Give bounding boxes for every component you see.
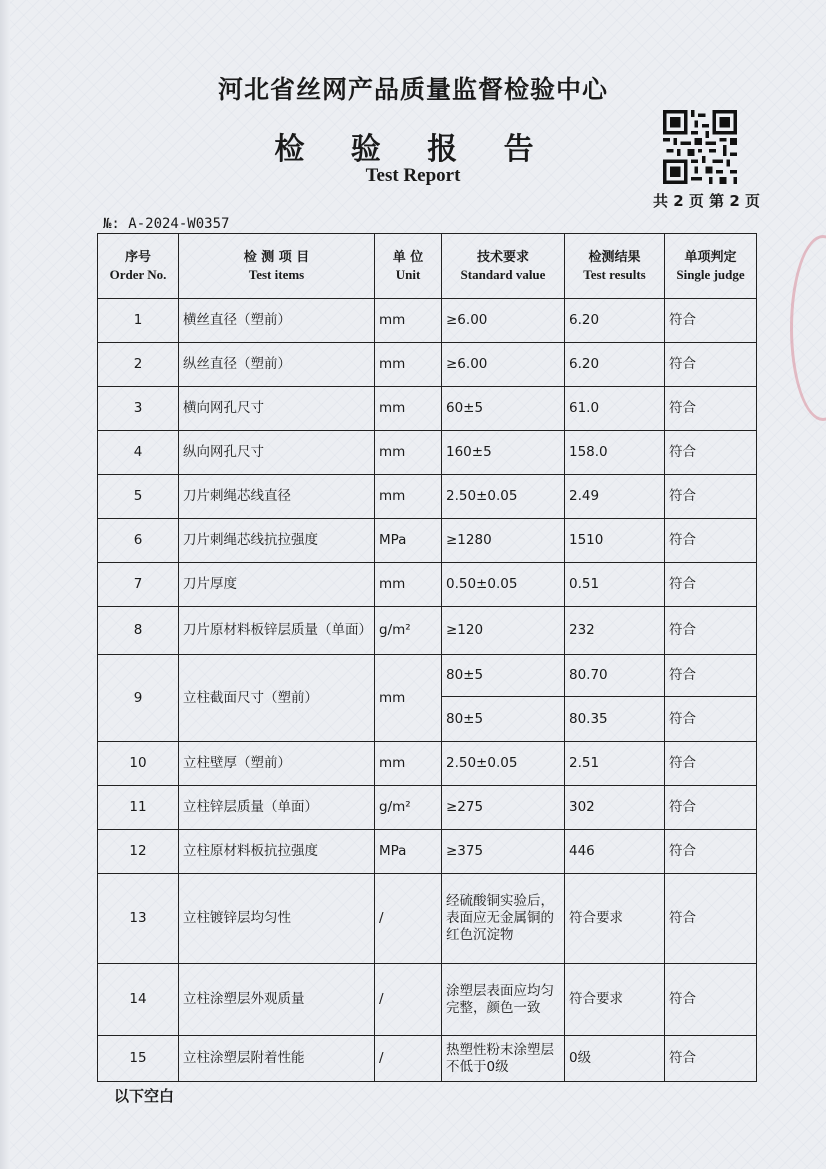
cell-no: 11 xyxy=(98,786,179,830)
table-row xyxy=(98,874,757,964)
cell-judge: 符合 xyxy=(665,607,757,655)
cell-unit: mm xyxy=(375,387,442,431)
table-row xyxy=(98,964,757,1036)
cell-item: 横丝直径（塑前） xyxy=(179,299,375,343)
cell-standard: 0.50±0.05 xyxy=(442,563,565,607)
cell-standard: ≥375 xyxy=(442,830,565,874)
table-row xyxy=(98,475,757,519)
cell-result: 符合要求 xyxy=(565,964,665,1036)
cell-judge: 符合 xyxy=(665,431,757,475)
cell-judge: 符合 xyxy=(665,1036,757,1082)
table-header-row xyxy=(98,234,757,299)
report-title: 检 验 报 告 xyxy=(274,132,552,167)
cell-no: 15 xyxy=(98,1036,179,1082)
cell-no: 2 xyxy=(98,343,179,387)
cell-result: 1510 xyxy=(565,519,665,563)
cell-no: 5 xyxy=(98,475,179,519)
report-title-english: Test Report xyxy=(365,165,461,186)
cell-item: 刀片刺绳芯线抗拉强度 xyxy=(179,519,375,563)
cell-item: 刀片厚度 xyxy=(179,563,375,607)
cell-result: 80.35 xyxy=(565,697,665,742)
cell-item: 纵向网孔尺寸 xyxy=(179,431,375,475)
cell-result: 6.20 xyxy=(565,299,665,343)
cell-standard: ≥6.00 xyxy=(442,299,565,343)
cell-unit: g/m² xyxy=(375,786,442,830)
cell-result: 232 xyxy=(565,607,665,655)
cell-no: 8 xyxy=(98,607,179,655)
cell-result: 0.51 xyxy=(565,563,665,607)
cell-result: 2.49 xyxy=(565,475,665,519)
cell-unit: mm xyxy=(375,742,442,786)
table-row xyxy=(98,830,757,874)
cell-judge: 符合 xyxy=(665,655,757,697)
header-standard-value: 技术要求 Standard value xyxy=(442,234,565,299)
header-unit: 单 位 Unit xyxy=(375,234,442,299)
cell-unit: MPa xyxy=(375,830,442,874)
cell-item: 立柱壁厚（塑前） xyxy=(179,742,375,786)
cell-standard: ≥6.00 xyxy=(442,343,565,387)
cell-no: 6 xyxy=(98,519,179,563)
cell-item: 刀片刺绳芯线直径 xyxy=(179,475,375,519)
cell-unit: mm xyxy=(375,655,442,742)
cell-unit: mm xyxy=(375,563,442,607)
table-row xyxy=(98,519,757,563)
cell-judge: 符合 xyxy=(665,742,757,786)
cell-judge: 符合 xyxy=(665,475,757,519)
header-test-items: 检 测 项 目 Test items xyxy=(179,234,375,299)
report-number: №: A-2024-W0357 xyxy=(103,216,230,232)
table-row xyxy=(98,563,757,607)
cell-item: 立柱锌层质量（单面） xyxy=(179,786,375,830)
cell-item: 横向网孔尺寸 xyxy=(179,387,375,431)
cell-standard: ≥275 xyxy=(442,786,565,830)
cell-standard: 160±5 xyxy=(442,431,565,475)
cell-judge: 符合 xyxy=(665,964,757,1036)
table-row xyxy=(98,1036,757,1082)
header-order-no: 序号 Order No. xyxy=(98,234,179,299)
cell-standard: 热塑性粉末涂塑层不低于0级 xyxy=(442,1036,565,1082)
cell-result: 6.20 xyxy=(565,343,665,387)
qr-code-icon xyxy=(663,110,737,184)
cell-standard: ≥120 xyxy=(442,607,565,655)
page-info: 共 2 页 第 2 页 xyxy=(653,192,760,210)
cell-result: 80.70 xyxy=(565,655,665,697)
cell-no: 7 xyxy=(98,563,179,607)
cell-result: 446 xyxy=(565,830,665,874)
cell-result: 302 xyxy=(565,786,665,830)
cell-result: 158.0 xyxy=(565,431,665,475)
cell-judge: 符合 xyxy=(665,387,757,431)
cell-result: 符合要求 xyxy=(565,874,665,964)
cell-unit: / xyxy=(375,1036,442,1082)
blank-below-note: 以下空白 xyxy=(114,1087,175,1105)
organization-title: 河北省丝网产品质量监督检验中心 xyxy=(217,75,608,104)
cell-judge: 符合 xyxy=(665,519,757,563)
cell-no: 13 xyxy=(98,874,179,964)
cell-standard: 60±5 xyxy=(442,387,565,431)
cell-no: 10 xyxy=(98,742,179,786)
cell-judge: 符合 xyxy=(665,697,757,742)
cell-standard: ≥1280 xyxy=(442,519,565,563)
cell-item: 立柱镀锌层均匀性 xyxy=(179,874,375,964)
cell-judge: 符合 xyxy=(665,786,757,830)
table-row xyxy=(98,299,757,343)
cell-item: 纵丝直径（塑前） xyxy=(179,343,375,387)
cell-standard: 2.50±0.05 xyxy=(442,742,565,786)
cell-item: 立柱截面尺寸（塑前） xyxy=(179,655,375,742)
table-row xyxy=(98,655,757,697)
cell-result: 61.0 xyxy=(565,387,665,431)
cell-no: 14 xyxy=(98,964,179,1036)
cell-item: 立柱涂塑层附着性能 xyxy=(179,1036,375,1082)
cell-result: 0级 xyxy=(565,1036,665,1082)
cell-no: 4 xyxy=(98,431,179,475)
cell-result: 2.51 xyxy=(565,742,665,786)
cell-unit: / xyxy=(375,964,442,1036)
header-test-results: 检测结果 Test results xyxy=(565,234,665,299)
cell-standard: 涂塑层表面应均匀完整，颜色一致 xyxy=(442,964,565,1036)
test-results-table xyxy=(97,233,757,1082)
header-single-judge: 单项判定 Single judge xyxy=(665,234,757,299)
cell-item: 立柱原材料板抗拉强度 xyxy=(179,830,375,874)
cell-standard: 经硫酸铜实验后，表面应无金属铜的红色沉淀物 xyxy=(442,874,565,964)
table-row xyxy=(98,742,757,786)
cell-judge: 符合 xyxy=(665,830,757,874)
cell-judge: 符合 xyxy=(665,299,757,343)
cell-judge: 符合 xyxy=(665,563,757,607)
cell-standard: 80±5 xyxy=(442,697,565,742)
cell-no: 1 xyxy=(98,299,179,343)
cell-item: 刀片原材料板锌层质量（单面） xyxy=(179,607,375,655)
cell-unit: / xyxy=(375,874,442,964)
cell-no: 3 xyxy=(98,387,179,431)
cell-no: 12 xyxy=(98,830,179,874)
cell-standard: 80±5 xyxy=(442,655,565,697)
cell-judge: 符合 xyxy=(665,874,757,964)
cell-no: 9 xyxy=(98,655,179,742)
table-row xyxy=(98,387,757,431)
table-row xyxy=(98,786,757,830)
cell-unit: mm xyxy=(375,475,442,519)
cell-unit: MPa xyxy=(375,519,442,563)
cell-unit: g/m² xyxy=(375,607,442,655)
table-row xyxy=(98,343,757,387)
cell-unit: mm xyxy=(375,343,442,387)
cell-judge: 符合 xyxy=(665,343,757,387)
table-row xyxy=(98,607,757,655)
cell-standard: 2.50±0.05 xyxy=(442,475,565,519)
cell-item: 立柱涂塑层外观质量 xyxy=(179,964,375,1036)
cell-unit: mm xyxy=(375,431,442,475)
cell-unit: mm xyxy=(375,299,442,343)
table-row xyxy=(98,431,757,475)
